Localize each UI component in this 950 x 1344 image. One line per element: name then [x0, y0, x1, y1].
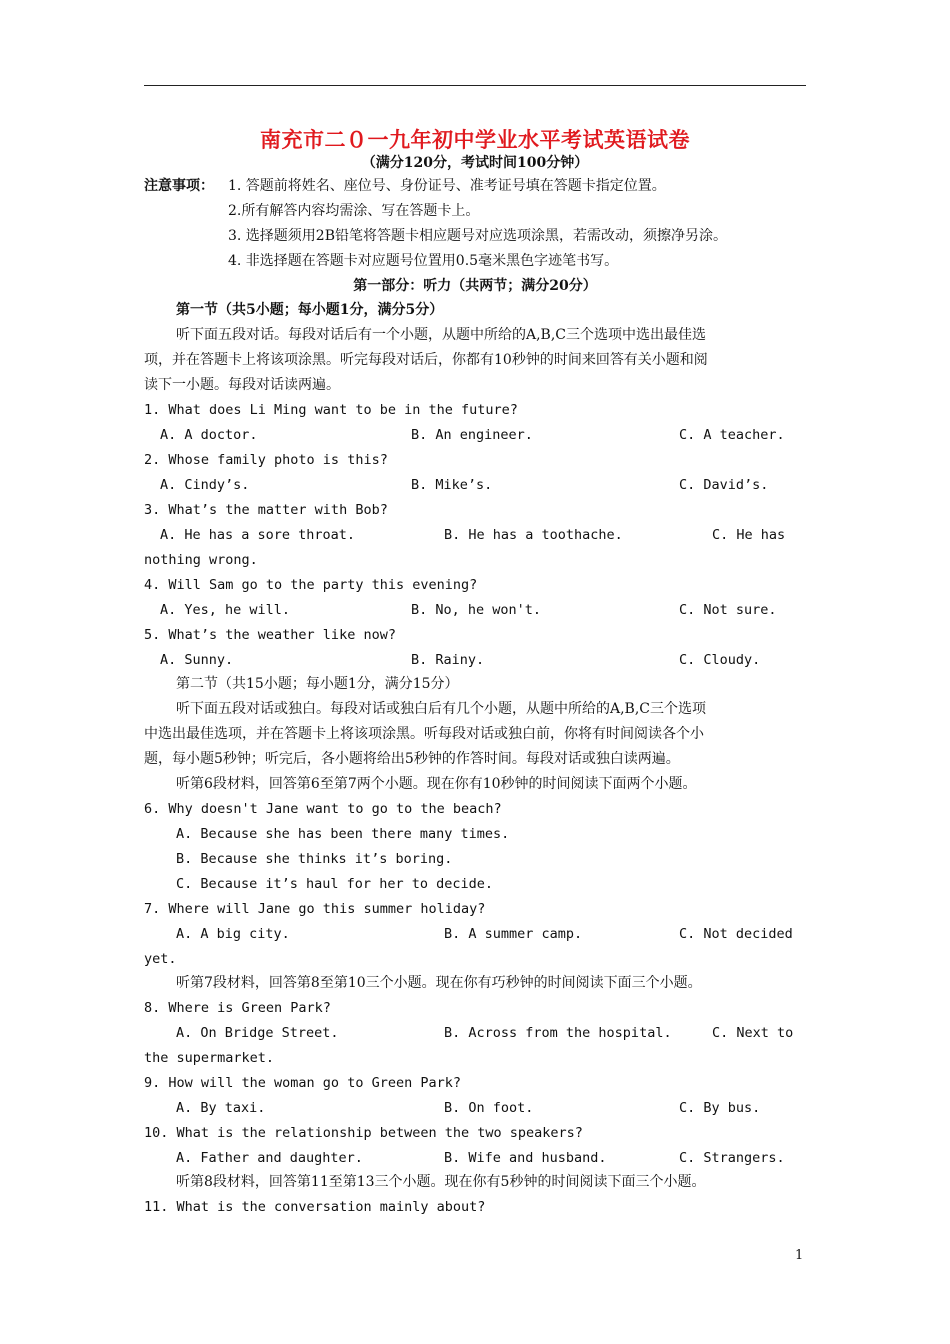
question-text: 11. What is the conversation mainly about?	[144, 1199, 486, 1215]
header-rule	[144, 85, 806, 86]
question-text: 6. Why doesn't Jane want to go to the beach?	[144, 801, 502, 817]
page-number: 1	[795, 1248, 804, 1263]
note-item: 1. 答题前将姓名、座位号、身份证号、准考证号填在答题卡指定位置。	[228, 178, 666, 194]
option-b: B. Mike’s.	[411, 477, 493, 493]
note-item: 4. 非选择题在答题卡对应题号位置用0.5毫米黑色字迹笔书写。	[228, 253, 619, 269]
option-a: A. By taxi.	[176, 1100, 266, 1116]
option-a: A. Sunny.	[160, 652, 234, 668]
question-text: 4. Will Sam go to the party this evening?	[144, 577, 478, 593]
option-c-continued: nothing wrong.	[144, 552, 258, 568]
option-b: B. On foot.	[444, 1100, 534, 1116]
note-item: 2.所有解答内容均需涂、写在答题卡上。	[228, 203, 480, 219]
instruction-line: 中选出最佳选项，并在答题卡上将该项涂黑。听每段对话或独白前，你将有时间阅读各个小	[144, 726, 704, 742]
option-b: B. An engineer.	[411, 427, 533, 443]
option-a: A. A big city.	[176, 926, 290, 942]
option-b: B. Rainy.	[411, 652, 485, 668]
option-b: B. Across from the hospital.	[444, 1025, 672, 1041]
exam-subtitle: （满分120分，考试时间100分钟）	[361, 155, 589, 171]
option-a: A. He has a sore throat.	[160, 527, 356, 543]
option-c: C. Not sure.	[679, 602, 777, 618]
part1-heading: 第一部分：听力（共两节；满分20分）	[353, 278, 597, 294]
exam-title: 南充市二０一九年初中学业水平考试英语试卷	[260, 127, 690, 152]
instruction-line: 听下面五段对话或独白。每段对话或独白后有几个小题，从题中所给的A,B,C三个选项	[176, 701, 707, 717]
material-instruction: 听第8段材料，回答第11至第13三个小题。现在你有5秒钟的时间阅读下面三个小题。	[176, 1174, 706, 1190]
option-c: C. Next to	[712, 1025, 794, 1041]
material-instruction: 听第7段材料，回答第8至第10三个小题。现在你有巧秒钟的时间阅读下面三个小题。	[176, 975, 702, 991]
instruction-line: 听下面五段对话。每段对话后有一个小题，从题中所给的A,B,C三个选项中选出最佳选	[176, 327, 707, 343]
option-a: A. Father and daughter.	[176, 1150, 363, 1166]
option-c: C. Not decided	[679, 926, 793, 942]
option-c-continued: yet.	[144, 951, 177, 967]
option-b: B. He has a toothache.	[444, 527, 623, 543]
option-a: A. On Bridge Street.	[176, 1025, 339, 1041]
question-text: 8. Where is Green Park?	[144, 1000, 331, 1016]
option-b: B. Because she thinks it’s boring.	[176, 851, 453, 867]
option-c: C. He has	[712, 527, 786, 543]
notes-label: 注意事项：	[144, 178, 214, 194]
option-a: A. Cindy’s.	[160, 477, 250, 493]
option-b: B. Wife and husband.	[444, 1150, 607, 1166]
option-a: A. Yes, he will.	[160, 602, 291, 618]
option-b: B. No, he won't.	[411, 602, 542, 618]
option-c: C. A teacher.	[679, 427, 785, 443]
note-item: 3. 选择题须用2B铅笔将答题卡相应题号对应选项涂黑，若需改动，须擦净另涂。	[228, 228, 728, 244]
option-c: C. Strangers.	[679, 1150, 785, 1166]
question-text: 2. Whose family photo is this?	[144, 452, 388, 468]
question-text: 3. What’s the matter with Bob?	[144, 502, 388, 518]
instruction-line: 读下一小题。每段对话读两遍。	[144, 377, 340, 393]
question-text: 9. How will the woman go to Green Park?	[144, 1075, 461, 1091]
section1-heading: 第一节（共5小题；每小题1分，满分5分）	[176, 302, 444, 318]
material-instruction: 听第6段材料，回答第6至第7两个小题。现在你有10秒钟的时间阅读下面两个小题。	[176, 776, 697, 792]
option-a: A. A doctor.	[160, 427, 258, 443]
instruction-line: 题，每小题5秒钟；听完后，各小题将给出5秒钟的作答时间。每段对话或独白读两遍。	[144, 751, 680, 767]
section2-heading: 第二节（共15小题；每小题1分，满分15分）	[176, 676, 459, 692]
instruction-line: 项，并在答题卡上将该项涂黑。听完每段对话后，你都有10秒钟的时间来回答有关小题和阅	[144, 352, 708, 368]
question-text: 5. What’s the weather like now?	[144, 627, 396, 643]
option-c: C. By bus.	[679, 1100, 761, 1116]
option-b: B. A summer camp.	[444, 926, 583, 942]
option-a: A. Because she has been there many times.	[176, 826, 510, 842]
option-c-continued: the supermarket.	[144, 1050, 275, 1066]
option-c: C. David’s.	[679, 477, 769, 493]
question-text: 7. Where will Jane go this summer holiday?	[144, 901, 486, 917]
question-text: 10. What is the relationship between the two speakers?	[144, 1125, 583, 1141]
question-text: 1. What does Li Ming want to be in the future?	[144, 402, 518, 418]
option-c: C. Cloudy.	[679, 652, 761, 668]
option-c: C. Because it’s haul for her to decide.	[176, 876, 493, 892]
